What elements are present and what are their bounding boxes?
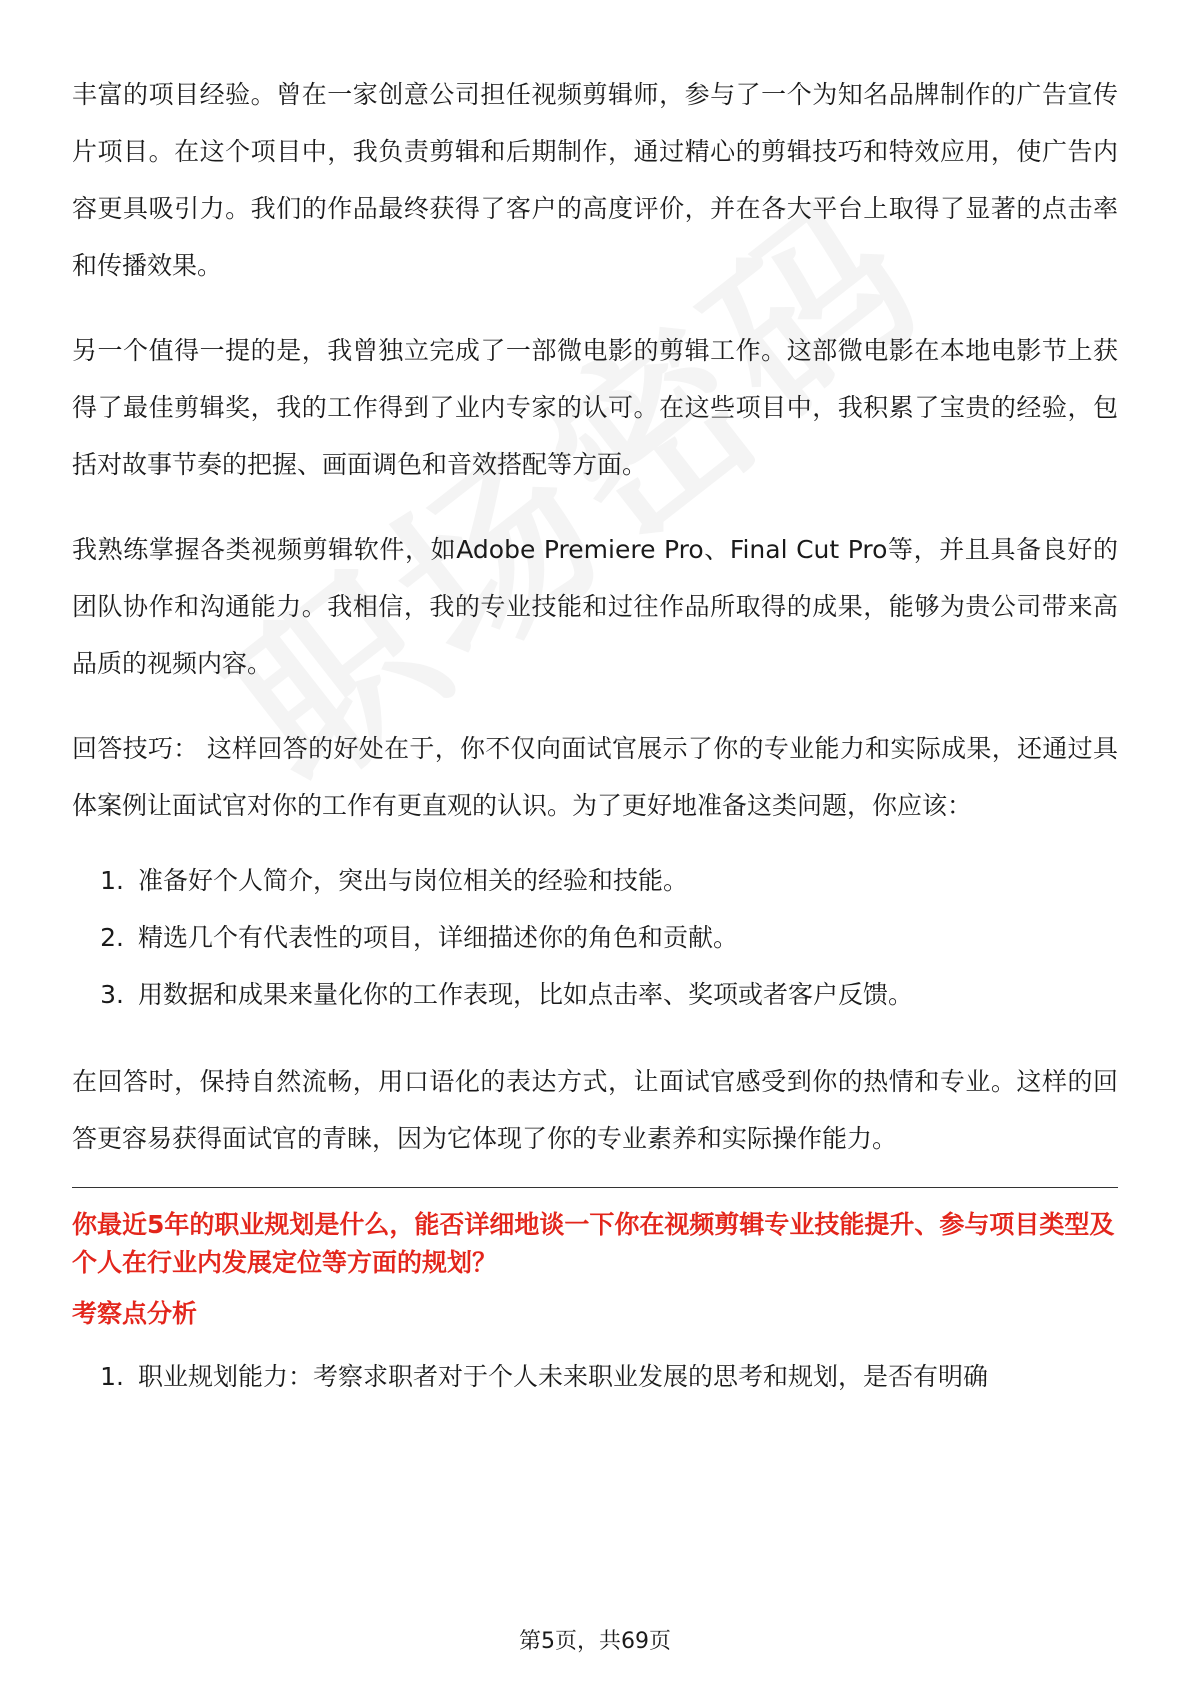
document-body <box>72 66 1118 1435</box>
paragraph-software-skills: 我熟练掌握各类视频剪辑软件，如Adobe Premiere Pro、Final Cut Pro等，并且具备良好的团队协作和沟通能力。我相信，我的专业技能和过往作品所取得的成果，能够为贵公司带来高品质的视频内容。 <box>72 535 1118 678</box>
tips-list <box>72 852 1118 1023</box>
analysis-heading: 考察点分析 <box>72 1299 198 1328</box>
interview-question: 你最近5年的职业规划是什么，能否详细地谈一下你在视频剪辑专业技能提升、参与项目类型及个人在行业内发展定位等方面的规划？ <box>72 1210 1115 1277</box>
list-text: 精选几个有代表性的项目，详细描述你的角色和贡献。 <box>138 923 739 952</box>
paragraph-project-experience: 丰富的项目经验。曾在一家创意公司担任视频剪辑师，参与了一个为知名品牌制作的广告宣传片项目。在这个项目中，我负责剪辑和后期制作，通过精心的剪辑技巧和特效应用，使广告内容更具吸引力。我们的作品最终获得了客户的高度评价，并在各大平台上取得了显著的点击率和传播效果。 <box>72 80 1118 280</box>
list-number: 3. <box>100 980 124 1009</box>
list-item <box>72 1348 1118 1405</box>
paragraph-micro-film: 另一个值得一提的是，我曾独立完成了一部微电影的剪辑工作。这部微电影在本地电影节上获得了最佳剪辑奖，我的工作得到了业内专家的认可。在这些项目中，我积累了宝贵的经验，包括对故事节奏的把握、画面调色和音效搭配等方面。 <box>72 336 1118 479</box>
list-text: 用数据和成果来量化你的工作表现，比如点击率、奖项或者客户反馈。 <box>138 980 914 1009</box>
list-number: 1. <box>100 866 124 895</box>
list-text: 准备好个人简介，突出与岗位相关的经验和技能。 <box>138 866 689 895</box>
list-item <box>72 852 1118 909</box>
page-footer: 第5页，共69页 <box>519 1629 671 1654</box>
list-item <box>72 909 1118 966</box>
paragraph-answer-tips: 回答技巧： 这样回答的好处在于，你不仅向面试官展示了你的专业能力和实际成果，还通过具体案例让面试官对你的工作有更直观的认识。为了更好地准备这类问题，你应该： <box>72 734 1118 820</box>
analysis-list <box>72 1348 1118 1405</box>
section-divider <box>72 1187 1118 1188</box>
list-text: 职业规划能力：考察求职者对于个人未来职业发展的思考和规划，是否有明确 <box>138 1362 989 1391</box>
list-item <box>72 966 1118 1023</box>
list-number: 2. <box>100 923 124 952</box>
list-number: 1. <box>100 1362 124 1391</box>
paragraph-closing: 在回答时，保持自然流畅，用口语化的表达方式，让面试官感受到你的热情和专业。这样的回答更容易获得面试官的青睐，因为它体现了你的专业素养和实际操作能力。 <box>72 1067 1118 1153</box>
